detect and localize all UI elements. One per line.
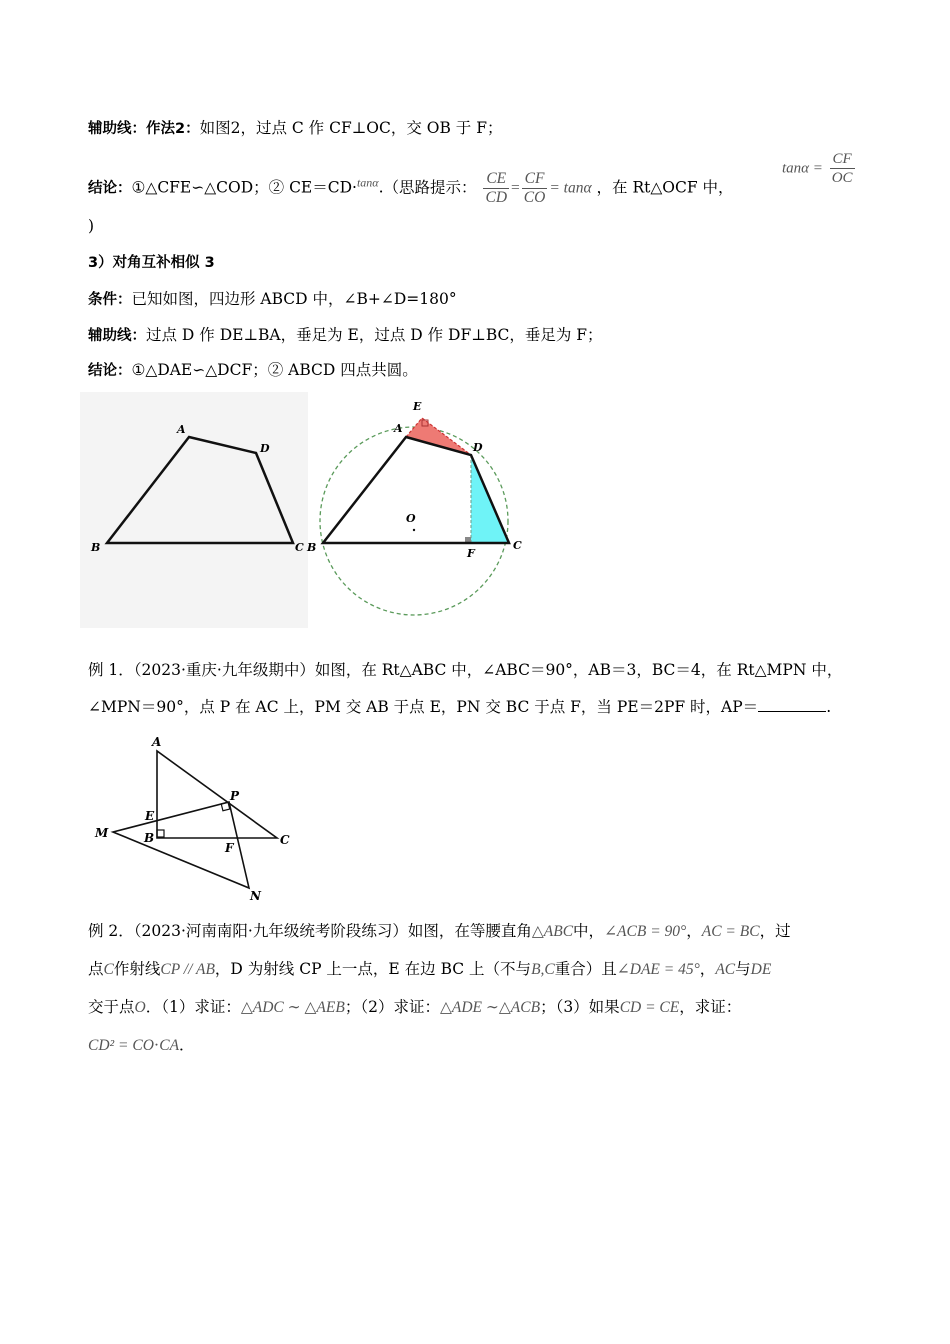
answer-blank [758,697,826,712]
fig3-label-p: P [230,789,240,803]
fig2-label-d: D [473,441,483,454]
fig1-label-d: D [260,442,270,455]
fig3-triangle-abc [157,751,277,838]
fig3-label-c: C [280,833,290,847]
example1-line1: 例 1．（2023·重庆·九年级期中）如图，在 Rt△ABC 中，∠ABC＝90°，AB＝3，BC＝4，在 Rt△MPN 中， [88,661,843,679]
label-conclusion-1: 结论： [88,180,132,197]
text-conclusion-1c: ，在 Rt△OCF 中， [596,178,734,197]
fig1-label-c: C [295,541,304,554]
fig2-label-e: E [413,400,422,413]
text-aux-method2: 如图2，过点 C 作 CF⊥OC，交 OB 于 F； [199,119,503,137]
quadrilateral-figures [80,392,532,628]
fraction-cf-co: $\frac{CF}{CO}$ [523,170,546,206]
fig2-label-b: B [307,541,317,554]
text-condition: 已知如图，四边形 ABCD 中，∠B+∠D=180° [131,290,457,308]
fig3-label-n: N [250,889,261,902]
fig3-label-e: E [145,809,155,823]
fig3-label-b: B [144,831,155,845]
tan-alpha-formula: tanα = $\frac{CF}{OC}$ [782,151,853,186]
fig2-label-a: A [394,422,403,435]
text-aux-3: 过点 D 作 DE⊥BA，垂足为 E，过点 D 作 DF⊥BC，垂足为 F； [146,326,603,344]
fraction-ce-cd: $\frac{CE}{CD}$ [485,170,508,206]
fig2-label-o: O [406,512,416,525]
fig1-label-a: A [177,423,186,436]
text-conclusion-1a: ①△CFE∽△COD；② CE＝CD· [131,178,357,197]
conclusion-line-3 [88,360,418,381]
label-aux-method2: 辅助线：作法2： [88,121,200,137]
fig3-label-a: A [152,735,162,749]
closing-paren: ) [88,217,95,235]
example2-line2: 点C作射线CP // AB，D 为射线 CP 上一点，E 在边 BC 上（不与B,C重合）且∠DAE = 45°，AC与DE [88,960,772,978]
fig3-label-m: M [95,826,109,840]
aux-line-method2 [88,118,503,139]
fig2-label-c: C [513,539,522,552]
label-condition: 条件： [88,292,132,308]
example1-figure [90,732,295,902]
fraction-cf-oc: $\frac{CF}{OC}$ [831,151,853,186]
conclusion-line-1: 结论：①△CFE∽△COD；② CE＝CD·$^{tan\alpha}$.（思路提示： $\frac{CE}{CD}$ = $\frac{CF}{CO}$ = tanα ，在 Rt△OCF 中， [88,170,734,206]
section-title: 3）对角互补相似 3 [88,255,215,271]
aux-line-3 [88,325,603,346]
tan-alpha-sup: tanα [356,175,379,190]
text-conclusion-1b: .（思路提示： [378,178,477,197]
fig3-label-f: F [225,841,234,855]
fig2-label-f: F [467,547,475,560]
example2-line4: CD² = CO⋅CA． [88,1036,195,1054]
label-conclusion-3: 结论： [88,363,132,379]
condition-line [88,289,457,310]
label-aux-3: 辅助线： [88,328,146,344]
fig1-label-b: B [91,541,101,554]
example1-line2: ∠MPN＝90°，点 P 在 AC 上，PM 交 AB 于点 E，PN 交 BC 于点 F，当 PE＝2PF 时，AP＝ . [88,698,832,716]
text-conclusion-3: ①△DAE∽△DCF；② ABCD 四点共圆。 [131,361,418,379]
example2-line3: 交于点O．（1）求证：△ADC ∼ △AEB；（2）求证：△ADE ∼△ACB；（3）如果CD = CE，求证： [88,998,742,1016]
example2-line1: 例 2．（2023·河南南阳·九年级统考阶段练习）如图，在等腰直角△ABC中，∠ACB = 90°，AC = BC，过 [88,922,791,940]
